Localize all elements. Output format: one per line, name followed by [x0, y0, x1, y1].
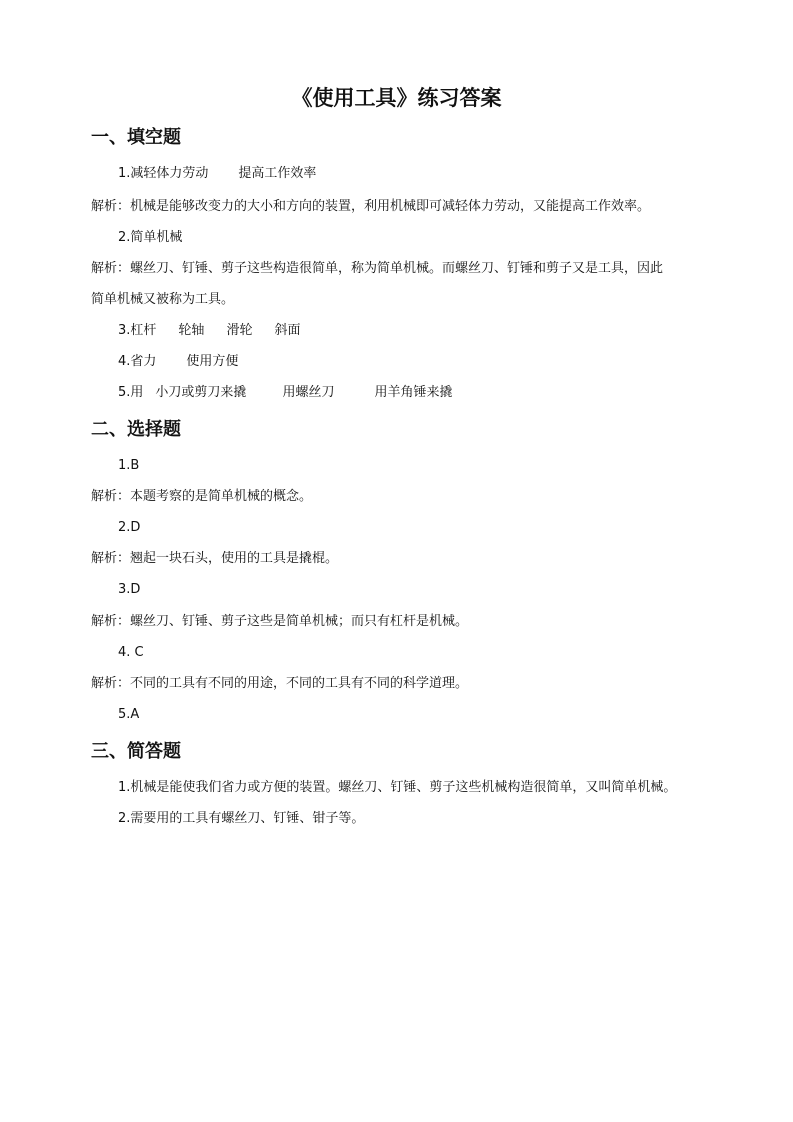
analysis-2-4: 解析：不同的工具有不同的用途，不同的工具有不同的科学道理。 [91, 676, 469, 691]
answer-part: 滑轮 [226, 323, 253, 338]
analysis-1-2-line1: 解析：螺丝刀、钉锤、剪子这些构造很简单，称为简单机械。而螺丝刀、钉锤和剪子又是工具，因此 [91, 261, 664, 276]
answer-3-1: 1.机械是能使我们省力或方便的装置。螺丝刀、钉锤、剪子这些机械构造很简单，又叫简单机械。 [118, 780, 677, 795]
answer-1-4 [118, 352, 238, 372]
document-title: 《使用工具》练习答案 [291, 85, 502, 110]
answer-part: 提高工作效率 [238, 166, 317, 181]
answer-part: 斜面 [274, 323, 301, 338]
answer-number: 3. [118, 323, 131, 338]
answer-2-2: 2.D [118, 520, 141, 535]
section-heading-short-answer: 三、简答题 [91, 741, 181, 762]
analysis-2-1: 解析：本题考察的是简单机械的概念。 [91, 489, 313, 504]
answer-1-1 [118, 164, 316, 184]
answer-1-2: 2.简单机械 [118, 230, 183, 245]
answer-part: 使用方便 [186, 354, 239, 369]
analysis-1-1: 解析：机械是能够改变力的大小和方向的装置，利用机械即可减轻体力劳动，又能提高工作效率。 [91, 199, 651, 214]
answer-2-5: 5.A [118, 707, 140, 722]
answer-number: 1. [118, 166, 131, 181]
section-heading-fill-in: 一、填空题 [91, 127, 181, 148]
answer-part: 轮轴 [178, 323, 205, 338]
answer-part: 用螺丝刀 [282, 385, 335, 400]
answer-2-4: 4. C [118, 645, 144, 660]
answer-part: 减轻体力劳动 [130, 166, 209, 181]
section-heading-multiple-choice: 二、选择题 [91, 419, 181, 440]
analysis-2-3: 解析：螺丝刀、钉锤、剪子这些是简单机械；而只有杠杆是机械。 [91, 614, 469, 629]
analysis-1-2-line2: 简单机械又被称为工具。 [91, 292, 235, 307]
analysis-2-2: 解析：翘起一块石头，使用的工具是撬棍。 [91, 551, 339, 566]
answer-number: 4. [118, 354, 131, 369]
answer-2-1: 1.B [118, 458, 140, 473]
answer-1-3 [118, 321, 300, 341]
answer-2-3: 3.D [118, 582, 141, 597]
answer-number: 5. [118, 385, 131, 400]
answer-1-5 [118, 383, 452, 403]
answer-part: 小刀或剪刀来撬 [155, 385, 247, 400]
answer-part: 杠杆 [130, 323, 157, 338]
answer-3-2: 2.需要用的工具有螺丝刀、钉锤、钳子等。 [118, 811, 365, 826]
answer-part: 用羊角锤来撬 [374, 385, 453, 400]
answer-part: 用 [130, 385, 144, 400]
answer-part: 省力 [130, 354, 157, 369]
